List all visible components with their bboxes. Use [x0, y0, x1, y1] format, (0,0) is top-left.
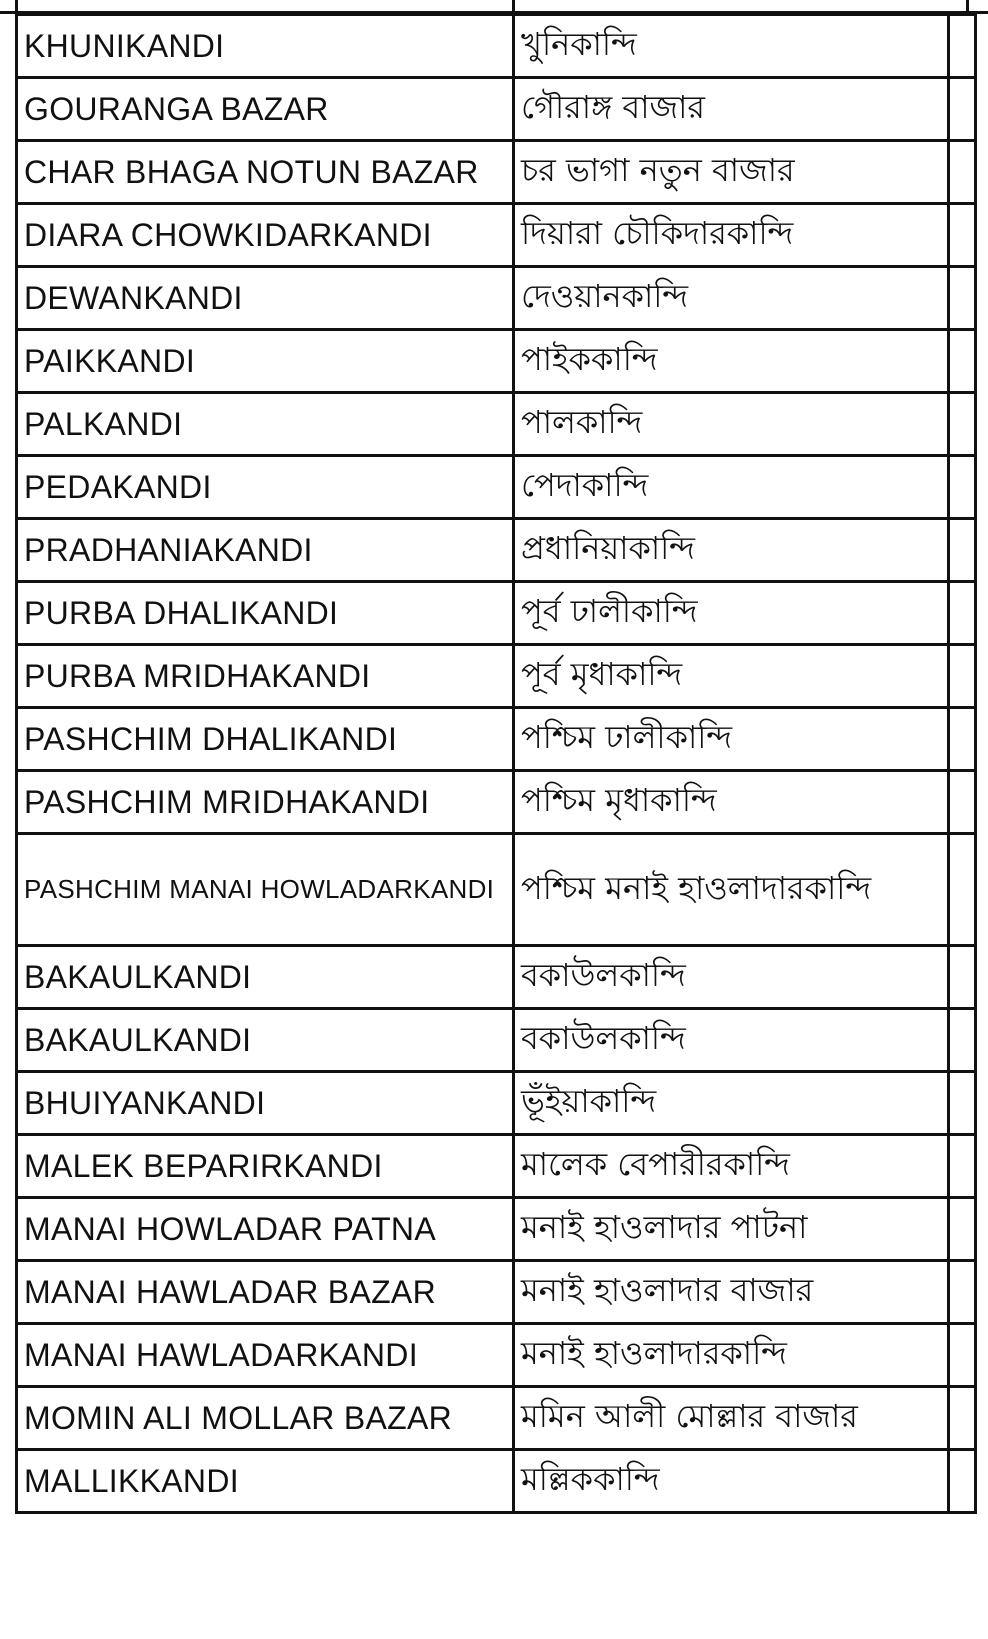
english-name-cell: PURBA DHALIKANDI [17, 582, 514, 645]
bengali-name-cell: পালকান্দি [514, 393, 949, 456]
empty-cell [949, 204, 976, 267]
table-row [17, 708, 976, 771]
bengali-name-cell: খুনিকান্দি [514, 15, 949, 78]
table-row [17, 141, 976, 204]
bengali-name-cell: প্রধানিয়াকান্দি [514, 519, 949, 582]
bengali-name-cell: পূর্ব ঢালীকান্দি [514, 582, 949, 645]
bengali-name-cell: মনাই হাওলাদারকান্দি [514, 1324, 949, 1387]
empty-cell [949, 834, 976, 946]
table-row [17, 393, 976, 456]
empty-cell [949, 15, 976, 78]
table-row [17, 204, 976, 267]
table-row [17, 78, 976, 141]
table-row [17, 1450, 976, 1513]
empty-cell [949, 141, 976, 204]
english-name-cell: KHUNIKANDI [17, 15, 514, 78]
column-divider-fragment [15, 0, 18, 13]
empty-cell [949, 330, 976, 393]
bengali-name-cell: পেদাকান্দি [514, 456, 949, 519]
column-divider-fragment [512, 0, 515, 13]
table-row [17, 582, 976, 645]
empty-cell [949, 946, 976, 1009]
empty-cell [949, 393, 976, 456]
table-row [17, 645, 976, 708]
bengali-name-cell: মল্লিককান্দি [514, 1450, 949, 1513]
empty-cell [949, 1450, 976, 1513]
empty-cell [949, 1009, 976, 1072]
english-name-cell: PRADHANIAKANDI [17, 519, 514, 582]
empty-cell [949, 1324, 976, 1387]
empty-cell [949, 1261, 976, 1324]
english-name-cell: BHUIYANKANDI [17, 1072, 514, 1135]
table-row [17, 834, 976, 946]
empty-cell [949, 1072, 976, 1135]
english-name-cell: MALEK BEPARIRKANDI [17, 1135, 514, 1198]
english-name-cell: MOMIN ALI MOLLAR BAZAR [17, 1387, 514, 1450]
english-name-cell: PURBA MRIDHAKANDI [17, 645, 514, 708]
table-row [17, 15, 976, 78]
place-name-table [15, 13, 977, 1514]
english-name-cell: PEDAKANDI [17, 456, 514, 519]
empty-cell [949, 582, 976, 645]
bengali-name-cell: মালেক বেপারীরকান্দি [514, 1135, 949, 1198]
english-name-cell: MANAI HAWLADAR BAZAR [17, 1261, 514, 1324]
empty-cell [949, 456, 976, 519]
bengali-name-cell: বকাউলকান্দি [514, 1009, 949, 1072]
table-row [17, 946, 976, 1009]
bengali-name-cell: মনাই হাওলাদার পাটনা [514, 1198, 949, 1261]
bengali-name-cell: বকাউলকান্দি [514, 946, 949, 1009]
bengali-name-cell: দিয়ারা চৌকিদারকান্দি [514, 204, 949, 267]
bengali-name-cell: গৌরাঙ্গ বাজার [514, 78, 949, 141]
bengali-name-cell: ভূঁইয়াকান্দি [514, 1072, 949, 1135]
bengali-name-cell: মমিন আলী মোল্লার বাজার [514, 1387, 949, 1450]
english-name-cell: DIARA CHOWKIDARKANDI [17, 204, 514, 267]
table-row [17, 1387, 976, 1450]
english-name-cell: DEWANKANDI [17, 267, 514, 330]
table-row [17, 1324, 976, 1387]
english-name-cell: BAKAULKANDI [17, 946, 514, 1009]
bengali-name-cell: পশ্চিম মৃধাকান্দি [514, 771, 949, 834]
empty-cell [949, 645, 976, 708]
table-row [17, 267, 976, 330]
empty-cell [949, 267, 976, 330]
bengali-name-cell: পশ্চিম মনাই হাওলাদারকান্দি [514, 834, 949, 946]
english-name-cell: PASHCHIM DHALIKANDI [17, 708, 514, 771]
table-row [17, 1072, 976, 1135]
empty-cell [949, 708, 976, 771]
english-name-cell: PASHCHIM MRIDHAKANDI [17, 771, 514, 834]
table-row [17, 456, 976, 519]
column-divider-fragment [966, 0, 969, 13]
empty-cell [949, 1135, 976, 1198]
empty-cell [949, 771, 976, 834]
english-name-cell: PALKANDI [17, 393, 514, 456]
table-row [17, 519, 976, 582]
table-row [17, 1198, 976, 1261]
english-name-cell: MANAI HOWLADAR PATNA [17, 1198, 514, 1261]
bengali-name-cell: চর ভাগা নতুন বাজার [514, 141, 949, 204]
bengali-name-cell: পশ্চিম ঢালীকান্দি [514, 708, 949, 771]
english-name-cell: PAIKKANDI [17, 330, 514, 393]
empty-cell [949, 1198, 976, 1261]
bengali-name-cell: দেওয়ানকান্দি [514, 267, 949, 330]
table-row [17, 771, 976, 834]
bengali-name-cell: পাইককান্দি [514, 330, 949, 393]
english-name-cell: PASHCHIM MANAI HOWLADARKANDI [17, 834, 514, 946]
table-row [17, 1261, 976, 1324]
table-row [17, 1135, 976, 1198]
empty-cell [949, 519, 976, 582]
empty-cell [949, 1387, 976, 1450]
english-name-cell: MALLIKKANDI [17, 1450, 514, 1513]
empty-cell [949, 78, 976, 141]
english-name-cell: MANAI HAWLADARKANDI [17, 1324, 514, 1387]
table-row [17, 1009, 976, 1072]
english-name-cell: CHAR BHAGA NOTUN BAZAR [17, 141, 514, 204]
english-name-cell: BAKAULKANDI [17, 1009, 514, 1072]
bengali-name-cell: মনাই হাওলাদার বাজার [514, 1261, 949, 1324]
bengali-name-cell: পূর্ব মৃধাকান্দি [514, 645, 949, 708]
table-row [17, 330, 976, 393]
english-name-cell: GOURANGA BAZAR [17, 78, 514, 141]
